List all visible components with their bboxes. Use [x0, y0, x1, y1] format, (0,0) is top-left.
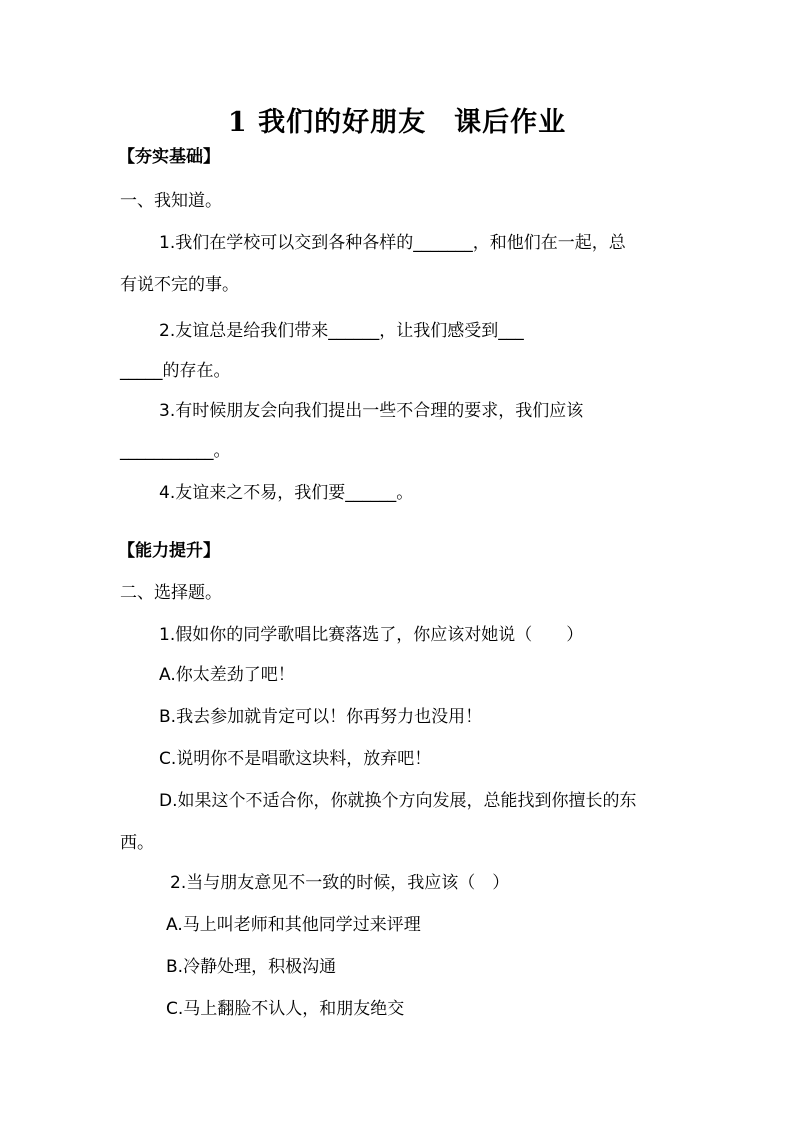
section-heading-improvement: 【能力提升】: [118, 541, 220, 561]
question-3-line-1: 3.有时候朋友会向我们提出一些不合理的要求，我们应该: [159, 401, 584, 421]
question-3-line-2: ___________。: [120, 441, 231, 461]
question-4-line-1: 4.友谊来之不易，我们要______。: [159, 483, 414, 503]
section-heading-basics: 【夯实基础】: [118, 147, 220, 167]
choice-question-2-option-b: B.冷静处理，积极沟通: [166, 957, 337, 977]
page-title: 1 我们的好朋友 课后作业: [227, 107, 567, 138]
part-two-title: 二、选择题。: [120, 583, 222, 603]
choice-question-2-option-a: A.马上叫老师和其他同学过来评理: [166, 915, 421, 935]
part-one-title: 一、我知道。: [120, 191, 222, 211]
choice-question-2-stem: 2.当与朋友意见不一致的时候，我应该（ ）: [170, 873, 510, 893]
question-2-line-1: 2.友谊总是给我们带来______，让我们感受到___: [159, 321, 524, 341]
choice-question-1-option-d-line-2: 西。: [120, 833, 154, 853]
question-1-line-2: 有说不完的事。: [120, 275, 239, 295]
choice-question-1-option-c: C.说明你不是唱歌这块料，放弃吧！: [159, 749, 432, 769]
choice-question-1-option-a: A.你太差劲了吧！: [159, 665, 295, 685]
choice-question-1-option-d-line-1: D.如果这个不适合你，你就换个方向发展，总能找到你擅长的东: [159, 791, 637, 811]
choice-question-1-option-b: B.我去参加就肯定可以！你再努力也没用！: [159, 707, 483, 727]
choice-question-1-stem: 1.假如你的同学歌唱比赛落选了，你应该对她说（ ）: [159, 625, 584, 645]
choice-question-2-option-c: C.马上翻脸不认人，和朋友绝交: [166, 999, 405, 1019]
question-2-line-2: _____的存在。: [120, 361, 231, 381]
question-1-line-1: 1.我们在学校可以交到各种各样的_______，和他们在一起，总: [159, 233, 626, 253]
